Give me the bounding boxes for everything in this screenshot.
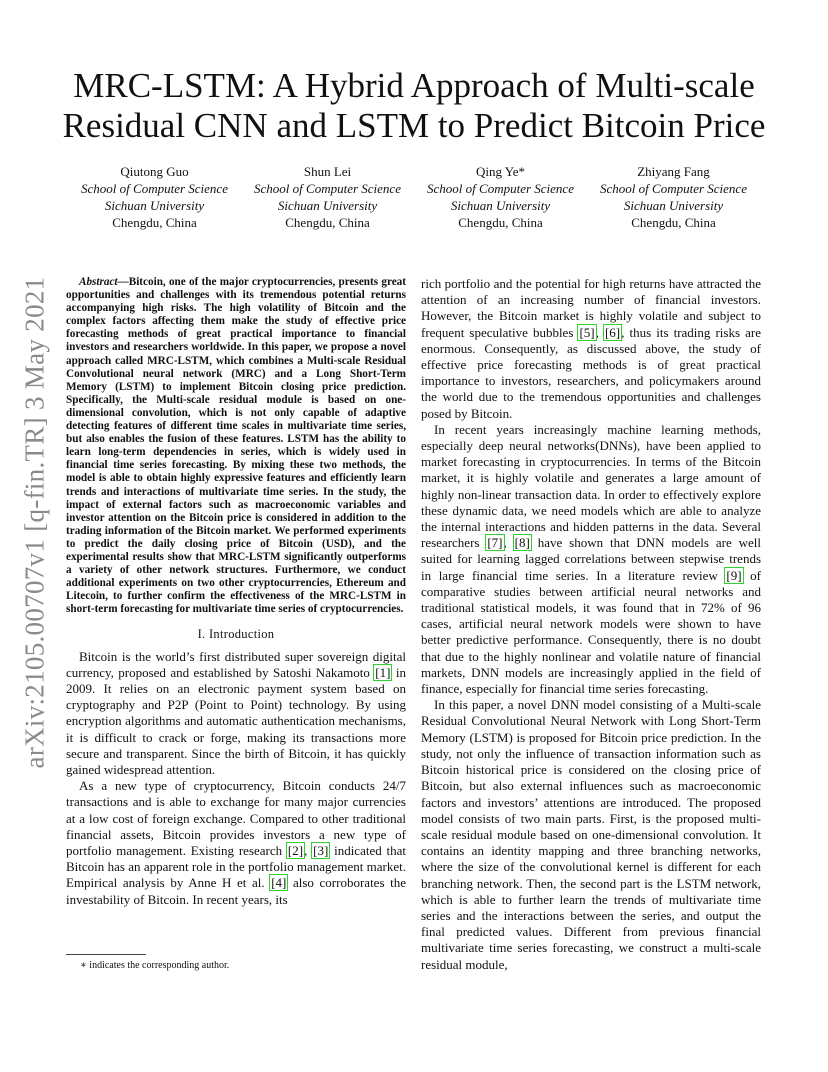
citation-link[interactable]: [8] (514, 535, 530, 551)
citation-link[interactable]: [9] (726, 567, 742, 583)
paragraph-text: As a new type of cryptocurrency, Bitcoin conducts 24/7 transactions and is able to exchange for many major currencies at a low cost of foreign exchange. Compared to other traditional financial assets, Bitcoin provides investors a new type of portfolio management. Existing research (66, 778, 406, 859)
title-line-1: MRC-LSTM: A Hybrid Approach of Multi-scale (73, 66, 755, 105)
citation-link[interactable]: [2] (287, 843, 304, 859)
abstract (66, 276, 406, 616)
citation-link[interactable]: [5] (579, 324, 595, 340)
right-paragraph-3: In this paper, a novel DNN model consisting of a Multi-scale Residual Convolutional Neural Network with Long Short-Term Memory (LSTM) is proposed for Bitcoin price prediction. In the study, not only the influence of transaction information such as Bitcoin historical price is considered on the closing price of Bitcoin, but also external influences such as macroeconomic factors and investors’ attentions are introduced. The proposed model consists of two main parts. First, is the proposed multi-scale residual module based on one-dimensional convolution. It contains an identity mapping and three branching networks, where the size of the convolutional kernel is different for each branching network. Then, the second part is the LSTM network, which is able to further learn the trends of multivariate time series and the interactions between the series, and output the final predicted values. Different from previous financial multivariate time series forecasting, we construct a multi-scale residual module, (421, 697, 761, 972)
paragraph-text: , (503, 535, 514, 551)
author-name: Zhiyang Fang (637, 164, 710, 179)
citation-link[interactable]: [6] (604, 324, 621, 340)
paragraph-text: in 2009. It relies on an electronic payment system based on cryptography and P2P (Point to Point) technology. By using encryption algorithms and automatic authentication mechanisms, it is difficult to crack or forge, making its transactions more secure and transparent. Since the birth of Bitcoin, it has quickly gained widespread attention. (66, 664, 406, 778)
author-name: Qing Ye* (475, 164, 526, 179)
arxiv-identifier-text: arXiv:2105.00707v1 [q-fin.TR] 3 May 2021 (19, 276, 50, 768)
citation-link[interactable]: [3] (313, 843, 329, 859)
abstract-label: Abstract (79, 276, 118, 288)
author-university: Sichuan University (104, 198, 205, 213)
citation-link[interactable]: [1] (375, 664, 391, 680)
section-heading-introduction: I. Introduction (197, 627, 275, 642)
paragraph-text: indicated that Bitcoin has an apparent role in the portfolio management market. Empirical analysis by Anne H et al. (66, 843, 406, 891)
citation-link[interactable]: [4] (271, 875, 287, 891)
author-name: Qiutong Guo (120, 164, 189, 179)
author-1 (68, 163, 241, 231)
paragraph-text: rich portfolio and the potential for high returns have attracted the attention of an increasing number of financial investors. However, the Bitcoin market is highly volatile and subject to frequent speculative bubbles (421, 276, 761, 340)
author-school: School of Computer Science (81, 181, 228, 196)
author-city: Chengdu, China (458, 215, 543, 230)
author-school: School of Computer Science (427, 181, 574, 196)
author-city: Chengdu, China (112, 215, 197, 230)
author-school: School of Computer Science (254, 181, 401, 196)
right-paragraph-2 (421, 422, 761, 697)
author-city: Chengdu, China (631, 215, 716, 230)
paragraph-text: , (304, 843, 313, 859)
paragraph-text: have shown that DNN models are well suited for learning lagged correlations between stepwise trends in large financial time series. In a literature review (421, 535, 761, 583)
citation-link[interactable]: [7] (487, 535, 503, 551)
author-3 (414, 163, 587, 231)
paper-title (60, 66, 768, 146)
paragraph-text: In recent years increasingly machine learning methods, especially deep neural networks(DNNs), have been applied to market forecasting in cryptocurrencies. In terms of the Bitcoin market, it is highly volatile and generates a large amount of highly non-linear transaction data. In order to effectively explore these dynamic data, we need models which are able to analyze the internal interactions and hidden patterns in the data. Several researchers (421, 421, 761, 551)
author-school: School of Computer Science (600, 181, 747, 196)
author-university: Sichuan University (450, 198, 551, 213)
paragraph-text: of comparative studies between artificial neural networks and traditional statistical models, it was found that in 72% of 96 cases, artificial neural network models were shown to have better predictive performance. Consequently, there is no doubt that due to the highly nonlinear and volatile nature of financial markets, DNN models are increasingly applied in the field of finance, especially for financial time series forecasting. (421, 567, 761, 697)
paragraph-text: also corroborates the investability of Bitcoin. In recent years, its (66, 875, 406, 907)
right-column (421, 276, 761, 973)
footnote: ∗ indicates the corresponding author. (80, 960, 230, 971)
footnote-divider (66, 954, 146, 955)
intro-paragraph-1 (66, 649, 406, 779)
author-name: Shun Lei (303, 164, 352, 179)
right-paragraph-1 (421, 276, 761, 422)
author-4 (587, 163, 760, 231)
left-column (66, 276, 406, 908)
author-university: Sichuan University (623, 198, 724, 213)
author-2 (241, 163, 414, 231)
author-city: Chengdu, China (285, 215, 370, 230)
paragraph-text: , (595, 324, 604, 340)
arxiv-identifier (6, 272, 64, 772)
paragraph-text: , thus its trading risks are enormous. Consequently, as discussed above, the study of effective price forecasting methods is of great practical importance to investors, researchers, and policymakers around the world due to the tremendous opportunities and challenges posed by Bitcoin. (421, 324, 761, 421)
paragraph-text: Bitcoin is the world’s first distributed super sovereign digital currency, proposed and established by Satoshi Nakamoto (66, 648, 406, 680)
author-block (68, 163, 760, 231)
author-university: Sichuan University (277, 198, 378, 213)
intro-paragraph-2 (66, 778, 406, 908)
abstract-text: —Bitcoin, one of the major cryptocurrencies, presents great opportunities and challenges with its tremendous potential returns accompanying high risks. The high volatility of Bitcoin and the complex factors affecting them make the study of effective price forecasting methods of great practical importance to financial investors and researchers worldwide. In this paper, we propose a novel approach called MRC-LSTM, which combines a Multi-scale Residual Convolutional neural network (MRC) and a Long Short-Term Memory (LSTM) to implement Bitcoin closing price prediction. Specifically, the Multi-scale residual module is based on one-dimensional convolution, which is not only capable of adaptive detecting features of different time scales in multivariate time series, but also enables the fusion of these features. LSTM has the ability to learn long-term dependencies in series, which is widely used in financial time series forecasting. By mixing these two methods, the model is able to obtain highly expressive features and efficiently learn trends and interactions of multivariate time series. In the study, the impact of external factors such as macroeconomic variables and investor attention on the Bitcoin price is considered in addition to the trading information of the Bitcoin market. We performed experiments to predict the daily closing price of Bitcoin (USD), and the experimental results show that MRC-LSTM significantly outperforms a variety of other network structures. Furthermore, we conduct additional experiments on two other cryptocurrencies, Ethereum and Litecoin, to further confirm the effectiveness of the MRC-LSTM in short-term forecasting for multivariate time series of cryptocurrencies. (66, 276, 406, 616)
title-line-2: Residual CNN and LSTM to Predict Bitcoin Price (62, 106, 766, 145)
